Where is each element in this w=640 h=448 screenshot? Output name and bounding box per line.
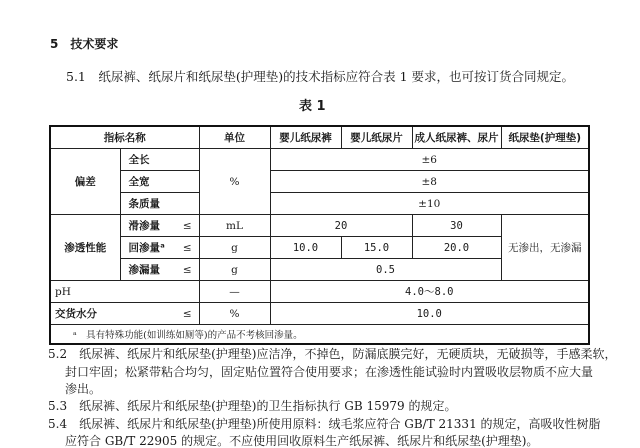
paragraph-5-2-line2: 封口牢固；松紧带粘合均匀，固定贴位置符合使用要求；在渗透性能试验时内置吸收层物质不应大量 — [65, 365, 594, 379]
op-leak: ≤ — [176, 259, 199, 281]
table-title: 表 1 — [299, 99, 326, 114]
table-row — [50, 193, 589, 215]
value-rewet-infant-pad: 15.0 — [341, 237, 412, 259]
value-seep-infant: 20 — [270, 215, 412, 237]
paragraph-5-1: 5.1 纸尿裤、纸尿片和纸尿垫(护理垫)的技术指标应符合表 1 要求，也可按订货合同规定。 — [66, 69, 575, 84]
value-width: ±8 — [270, 171, 589, 193]
value-rewet-infant-diaper: 10.0 — [270, 237, 341, 259]
op-moisture: ≤ — [176, 303, 199, 325]
header-infant-pad: 婴儿纸尿片 — [341, 126, 412, 149]
deviation-unit: % — [199, 149, 270, 215]
op-rewet: ≤ — [176, 237, 199, 259]
table-header-row — [50, 126, 589, 149]
value-length: ±6 — [270, 149, 589, 171]
value-moisture: 10.0 — [270, 303, 589, 325]
paragraph-5-4-line2: 应符合 GB/T 22905 的规定。不应使用回收原料生产纸尿裤、纸尿片和纸尿垫(护理垫)。 — [65, 434, 539, 448]
unit-rewet: g — [199, 237, 270, 259]
header-underpad: 纸尿垫(护理垫) — [501, 126, 589, 149]
table-row — [50, 171, 589, 193]
spec-table — [49, 125, 590, 345]
paragraph-5-4-line1: 5.4 纸尿裤、纸尿片和纸尿垫(护理垫)所使用原料：绒毛浆应符合 GB/T 21331 的规定，高吸收性树脂 — [48, 417, 601, 431]
paragraph-5-2-line1: 5.2 纸尿裤、纸尿片和纸尿垫(护理垫)应洁净，不掉色，防漏底膜完好，无硬质块，无破损等，手感柔软， — [48, 347, 617, 361]
table-row — [50, 281, 589, 303]
table-footnote-row — [50, 325, 589, 345]
value-leak: 0.5 — [270, 259, 501, 281]
row-name-width: 全宽 — [120, 171, 199, 193]
section-heading: 5 技术要求 — [50, 37, 119, 51]
unit-leak: g — [199, 259, 270, 281]
permeability-group-label: 渗透性能 — [50, 215, 120, 281]
header-indicator: 指标名称 — [50, 126, 199, 149]
op-seep: ≤ — [176, 215, 199, 237]
row-name-length: 全长 — [120, 149, 199, 171]
unit-seep: mL — [199, 215, 270, 237]
row-name-ph: pH — [50, 281, 199, 303]
value-rewet-adult: 20.0 — [412, 237, 501, 259]
deviation-group-label: 偏差 — [50, 149, 120, 215]
value-seep-adult: 30 — [412, 215, 501, 237]
table-row — [50, 303, 589, 325]
table-footnote: ᵃ 具有特殊功能(如训练如厕等)的产品不考核回渗量。 — [50, 325, 589, 345]
paragraph-5-2-line3: 渗出。 — [65, 382, 102, 396]
header-infant-diaper: 婴儿纸尿裤 — [270, 126, 341, 149]
row-name-rewet: 回渗量ᵃ — [120, 237, 176, 259]
row-name-leak: 渗漏量 — [120, 259, 176, 281]
row-name-seep: 滑渗量 — [120, 215, 176, 237]
table-row — [50, 149, 589, 171]
header-unit: 单位 — [199, 126, 270, 149]
value-underpad-permeability: 无渗出，无渗漏 — [501, 215, 589, 281]
header-adult: 成人纸尿裤、尿片 — [412, 126, 501, 149]
row-name-mass: 条质量 — [120, 193, 199, 215]
paragraph-5-3: 5.3 纸尿裤、纸尿片和纸尿垫(护理垫)的卫生指标执行 GB 15979 的规定。 — [48, 399, 457, 413]
row-name-moisture: 交货水分 — [50, 303, 176, 325]
unit-moisture: % — [199, 303, 270, 325]
unit-ph: — — [199, 281, 270, 303]
value-ph: 4.0～8.0 — [270, 281, 589, 303]
table-row — [50, 215, 589, 237]
value-mass: ±10 — [270, 193, 589, 215]
